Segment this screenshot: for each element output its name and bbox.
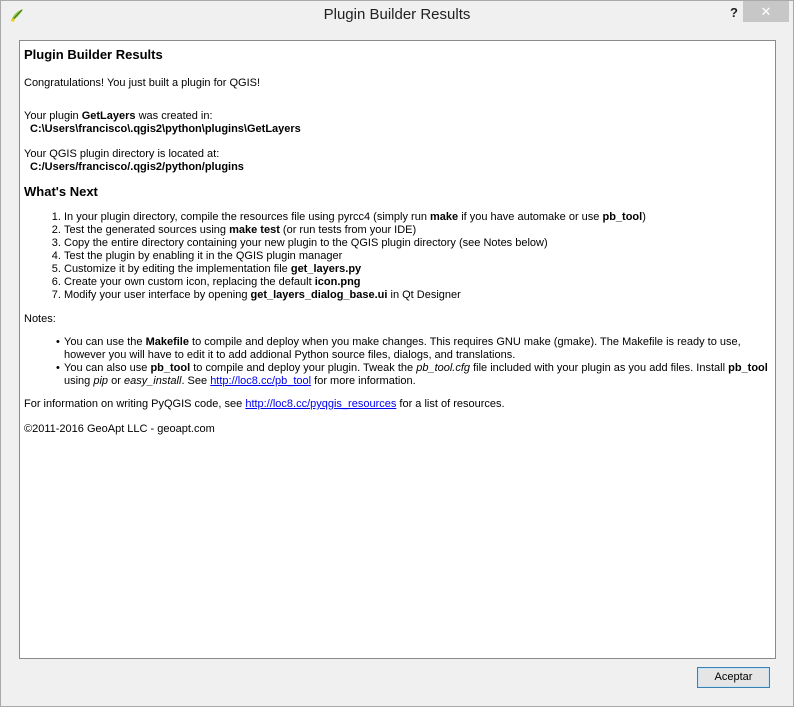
plugin-created-suffix: was created in: [135, 110, 213, 122]
congrats-text: Congratulations! You just built a plugin for QGIS! [24, 77, 261, 89]
plugin-dir-label: Your QGIS plugin directory is located at: [24, 148, 220, 160]
next-steps-list [24, 211, 771, 302]
plugin-created-text [24, 110, 771, 123]
notes-list [24, 336, 771, 388]
pyqgis-resources-link[interactable]: http://loc8.cc/pyqgis_resources [245, 398, 397, 410]
plugin-name: GetLayers [81, 110, 136, 122]
accept-button[interactable]: Aceptar [697, 667, 770, 688]
plugin-path: C:\Users\francisco\.qgis2\python\plugins\GetLayers [30, 123, 301, 135]
pb-tool-link[interactable]: http://loc8.cc/pb_tool [210, 375, 312, 387]
step-5: 5. Customize it by editing the implementation file get_layers.py [64, 263, 771, 276]
note-pb-tool: • You can also use pb_tool to compile and deploy your plugin. Tweak the pb_tool.cfg file included with your plugin as you add files. Install pb_tool using pip or easy_install. See http://loc8.cc/pb_tool for more information. [64, 362, 771, 388]
step-2: 2. Test the generated sources using make test (or run tests from your IDE) [64, 224, 771, 237]
title-bar[interactable] [1, 1, 793, 31]
step-7: 7. Modify your user interface by opening get_layers_dialog_base.ui in Qt Designer [64, 289, 771, 302]
step-6: 6. Create your own custom icon, replacing the default icon.png [64, 276, 771, 289]
window-title: Plugin Builder Results [323, 6, 471, 23]
step-1: 1. In your plugin directory, compile the resources file using pyrcc4 (simply run make if you have automake or use pb_tool) [64, 211, 771, 224]
results-heading: Plugin Builder Results [24, 47, 163, 62]
whats-next-heading: What's Next [24, 184, 98, 199]
plugin-created-prefix: Your plugin [24, 110, 82, 122]
results-text-browser[interactable] [19, 40, 776, 659]
notes-label: Notes: [24, 313, 56, 325]
pyqgis-info: For information on writing PyQGIS code, see http://loc8.cc/pyqgis_resources for a list of resources. [24, 398, 505, 410]
step-3: 3. Copy the entire directory containing your new plugin to the QGIS plugin directory (see Notes below) [64, 237, 771, 250]
step-4: 4. Test the plugin by enabling it in the QGIS plugin manager [64, 250, 771, 263]
plugin-dir-path: C:/Users/francisco/.qgis2/python/plugins [30, 161, 244, 173]
close-button[interactable]: ✕ [743, 1, 789, 22]
copyright-text: ©2011-2016 GeoApt LLC - geoapt.com [24, 423, 215, 435]
help-button[interactable]: ? [730, 5, 738, 20]
note-makefile: • You can use the Makefile to compile and deploy when you make changes. This requires GNU make (gmake). The Makefile is ready to use, however you will have to edit it to add addional Python source files, dialogs, and translations. [64, 336, 771, 362]
